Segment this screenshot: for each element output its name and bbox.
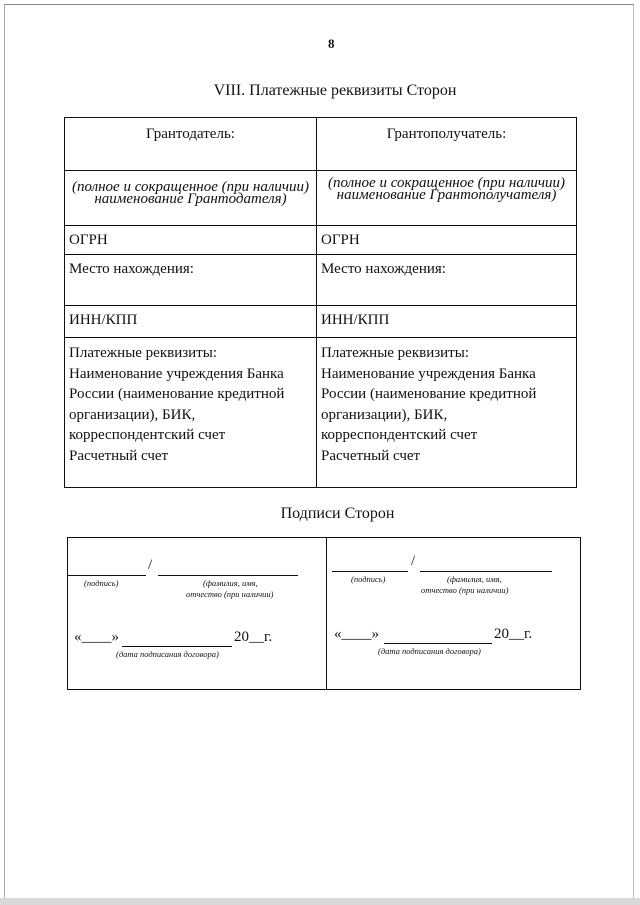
grantor-payment-line: корреспондентский счет <box>69 427 226 443</box>
grantor-location: Место нахождения: <box>65 255 317 306</box>
name-label-line1: (фамилия, имя, <box>203 578 258 588</box>
grantor-signature-block <box>68 538 327 690</box>
grantor-payment-details <box>65 338 317 488</box>
separator-slash: / <box>148 557 153 573</box>
date-day-field[interactable]: «____» <box>334 626 379 642</box>
grantee-payment-line: Расчетный счет <box>321 447 421 464</box>
grantee-note-line2: наименование Грантополучателя) <box>336 187 557 203</box>
grantee-note-line1: (полное и сокращенное (при наличии) <box>327 175 566 191</box>
grantor-note-line1: (полное и сокращенное (при наличии) <box>71 179 310 195</box>
header-row <box>65 118 577 171</box>
grantee-signature-block <box>327 538 581 690</box>
page-number: 8 <box>328 36 335 51</box>
name-line[interactable] <box>158 575 298 576</box>
payment-row <box>65 338 577 488</box>
name-label-line2: отчество (при наличии) <box>186 589 274 599</box>
date-day-field[interactable]: «____» <box>74 629 119 645</box>
name-line[interactable] <box>420 571 552 572</box>
grantor-payment-line: России (наименование кредитной <box>69 386 285 402</box>
section-title: VIII. Платежные реквизиты Сторон <box>213 82 457 99</box>
signature-line[interactable] <box>68 575 146 576</box>
grantee-payment-line: корреспондентский счет <box>321 427 478 443</box>
signature-line[interactable] <box>332 571 408 572</box>
signatures-title: Подписи Сторон <box>280 505 395 522</box>
grantor-inn-kpp: ИНН/КПП <box>65 306 317 338</box>
name-label-line2: отчество (при наличии) <box>421 585 509 595</box>
date-month-line[interactable] <box>384 643 492 644</box>
grantee-payment-line: организации), БИК, <box>321 406 448 423</box>
grantor-name-note <box>65 171 317 226</box>
date-year-field[interactable]: 20__г. <box>234 629 273 645</box>
grantor-payment-line: организации), БИК, <box>69 406 196 423</box>
scan-bottom-band <box>0 898 640 905</box>
inn-kpp-row <box>65 306 577 338</box>
grantee-payment-line: Наименование учреждения Банка <box>321 365 536 382</box>
grantee-ogrn: ОГРН <box>317 226 577 255</box>
location-row <box>65 255 577 306</box>
signatures-table <box>67 537 581 690</box>
grantor-header: Грантодатель: <box>65 118 317 171</box>
note-row <box>65 171 577 226</box>
grantor-ogrn: ОГРН <box>65 226 317 255</box>
grantee-payment-details <box>317 338 577 488</box>
signature-label: (подпись) <box>84 578 119 588</box>
grantee-payment-line: России (наименование кредитной <box>321 386 537 402</box>
grantee-name-note <box>317 171 577 226</box>
requisites-table <box>64 117 577 488</box>
grantor-payment-line: Наименование учреждения Банка <box>69 365 284 382</box>
date-label: (дата подписания договора) <box>378 646 481 656</box>
grantor-payment-line: Платежные реквизиты: <box>69 345 217 361</box>
grantee-payment-line: Платежные реквизиты: <box>321 345 469 361</box>
date-label: (дата подписания договора) <box>116 649 219 659</box>
separator-slash: / <box>411 553 416 569</box>
grantee-header: Грантополучатель: <box>317 118 577 171</box>
grantee-location: Место нахождения: <box>317 255 577 306</box>
grantor-payment-line: Расчетный счет <box>69 447 169 464</box>
date-year-field[interactable]: 20__г. <box>494 626 533 642</box>
name-label-line1: (фамилия, имя, <box>447 574 502 584</box>
grantor-note-line2: наименование Грантодателя) <box>94 191 287 207</box>
date-month-line[interactable] <box>122 646 232 647</box>
grantee-inn-kpp: ИНН/КПП <box>317 306 577 338</box>
signature-label: (подпись) <box>351 574 386 584</box>
ogrn-row <box>65 226 577 255</box>
